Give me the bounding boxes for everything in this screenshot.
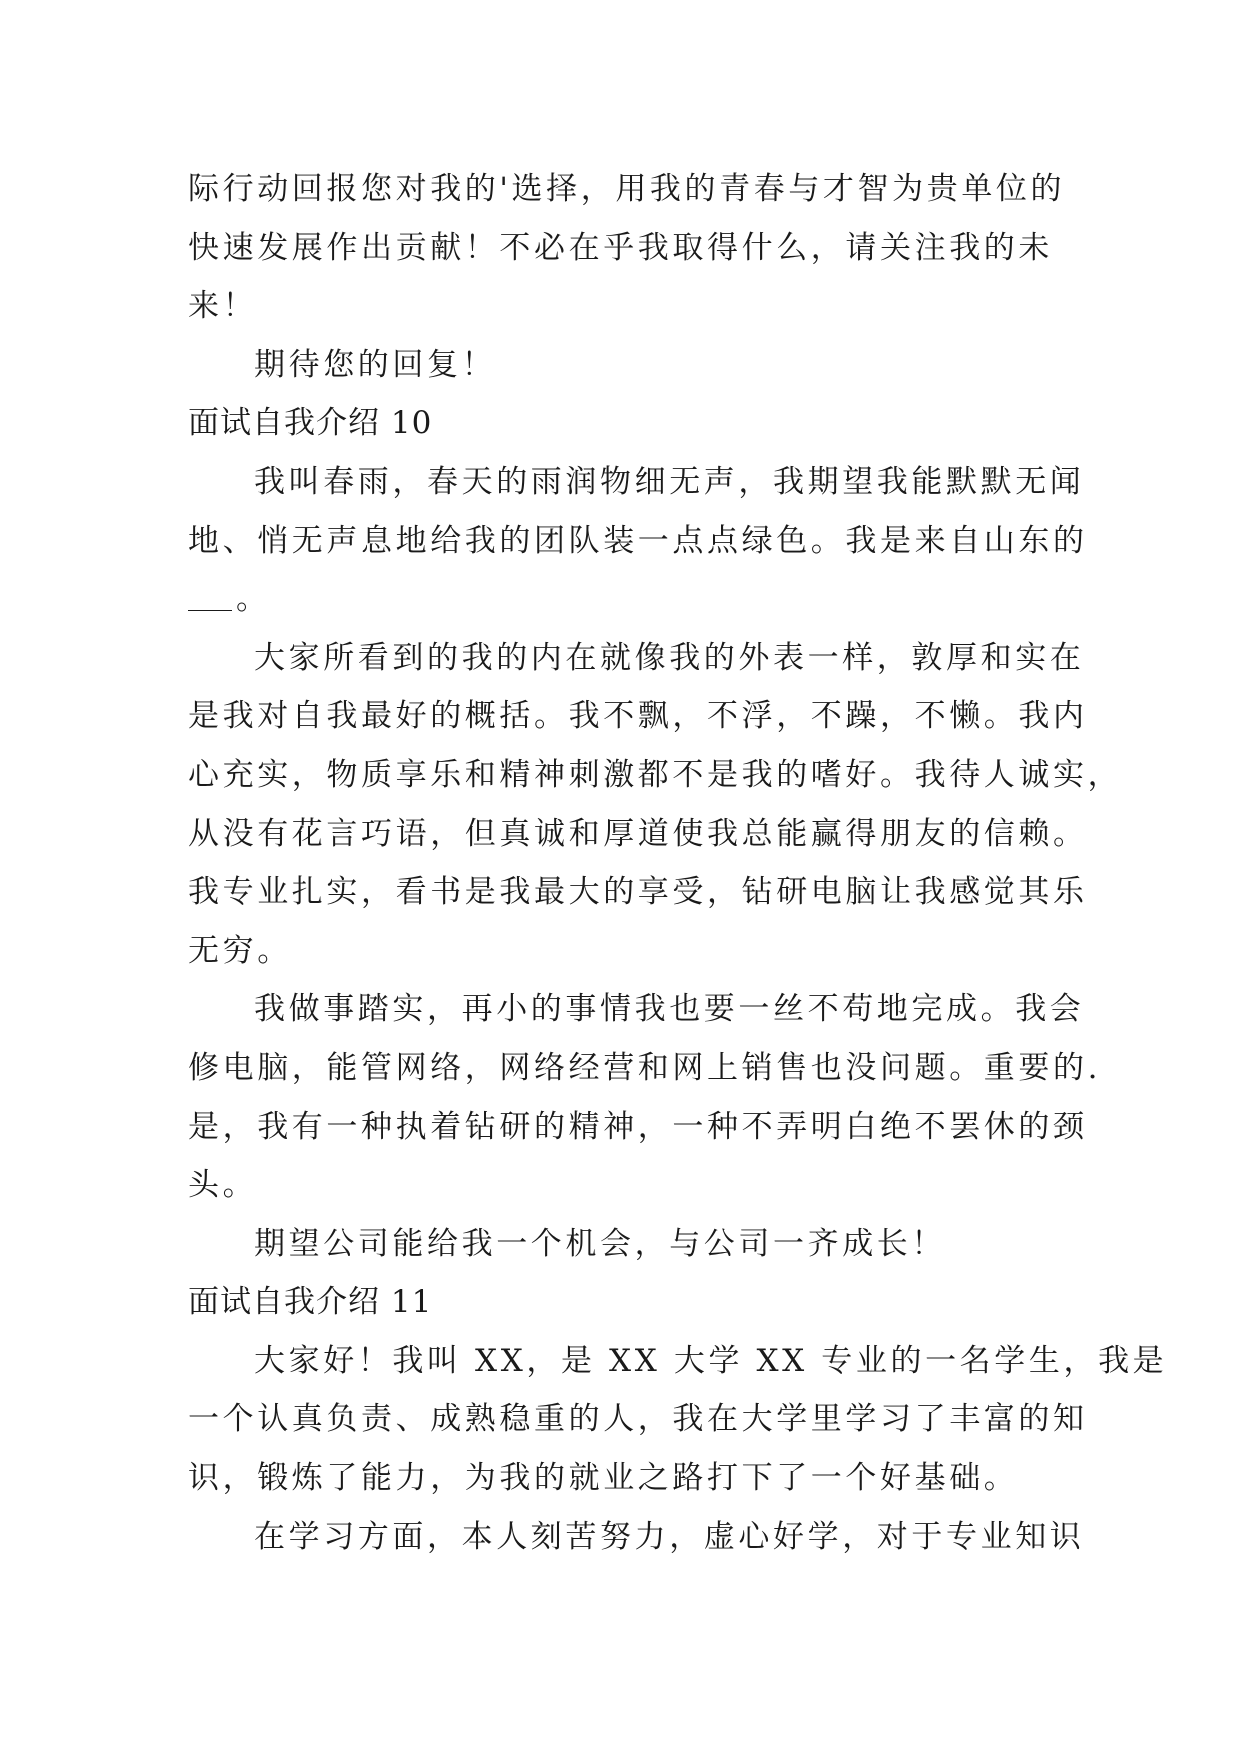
paragraph-line: 大家所看到的我的内在就像我的外表一样，敦厚和实在 [254,639,1085,676]
paragraph-line: 头。 [188,1167,258,1204]
document-page [188,160,1168,1566]
paragraph-line: 快速发展作出贡献！不必在乎我取得什么，请关注我的未 [188,229,1053,266]
paragraph-line: 大家好！我叫 XX，是 XX 大学 XX 专业的一名学生，我是 [254,1342,1168,1379]
closing-line: 期待您的回复！ [254,346,497,383]
paragraph-line: 期望公司能给我一个机会，与公司一齐成长！ [254,1225,946,1262]
paragraph-line: 修电脑，能管网络，网络经营和网上销售也没问题。重要的. [188,1049,1102,1086]
paragraph-line: 我叫春雨，春天的雨润物细无声，我期望我能默默无闻 [254,463,1085,500]
paragraph-line: 在学习方面，本人刻苦努力，虚心好学，对于专业知识 [254,1518,1085,1555]
paragraph-line: 我做事踏实，再小的事情我也要一丝不苟地完成。我会 [254,991,1085,1028]
paragraph-line [188,570,1060,629]
paragraph-line-text: 。 [236,581,271,618]
paragraph-line: 无穷。 [188,932,292,969]
paragraph-line: 识，锻炼了能力，为我的就业之路打下了一个好基础。 [188,1460,1019,1497]
paragraph-line: 心充实，物质享乐和精神刺激都不是我的嗜好。我待人诚实， [188,756,1123,793]
paragraph-line: 从没有花言巧语，但真诚和厚道使我总能赢得朋友的信赖。 [188,815,1088,852]
section-heading-11: 面试自我介绍 11 [188,1284,433,1321]
paragraph-line: 际行动回报您对我的'选择，用我的青春与才智为贵单位的 [188,171,1066,207]
paragraph-line: 是我对自我最好的概括。我不飘，不浮，不躁，不懒。我内 [188,698,1088,735]
paragraph-line: 是，我有一种执着钻研的精神，一种不弄明白绝不罢休的颈 [188,1108,1088,1145]
paragraph-line: 来！ [188,288,258,325]
paragraph-line: 一个认真负责、成熟稳重的人，我在大学里学习了丰富的知 [188,1401,1088,1438]
paragraph-line: 地、悄无声息地给我的团队装一点点绿色。我是来自山东的 [188,522,1088,559]
section-heading-10: 面试自我介绍 10 [188,405,433,442]
paragraph-line: 我专业扎实，看书是我最大的享受，钻研电脑让我感觉其乐 [188,874,1088,911]
fill-in-blank [188,586,232,611]
